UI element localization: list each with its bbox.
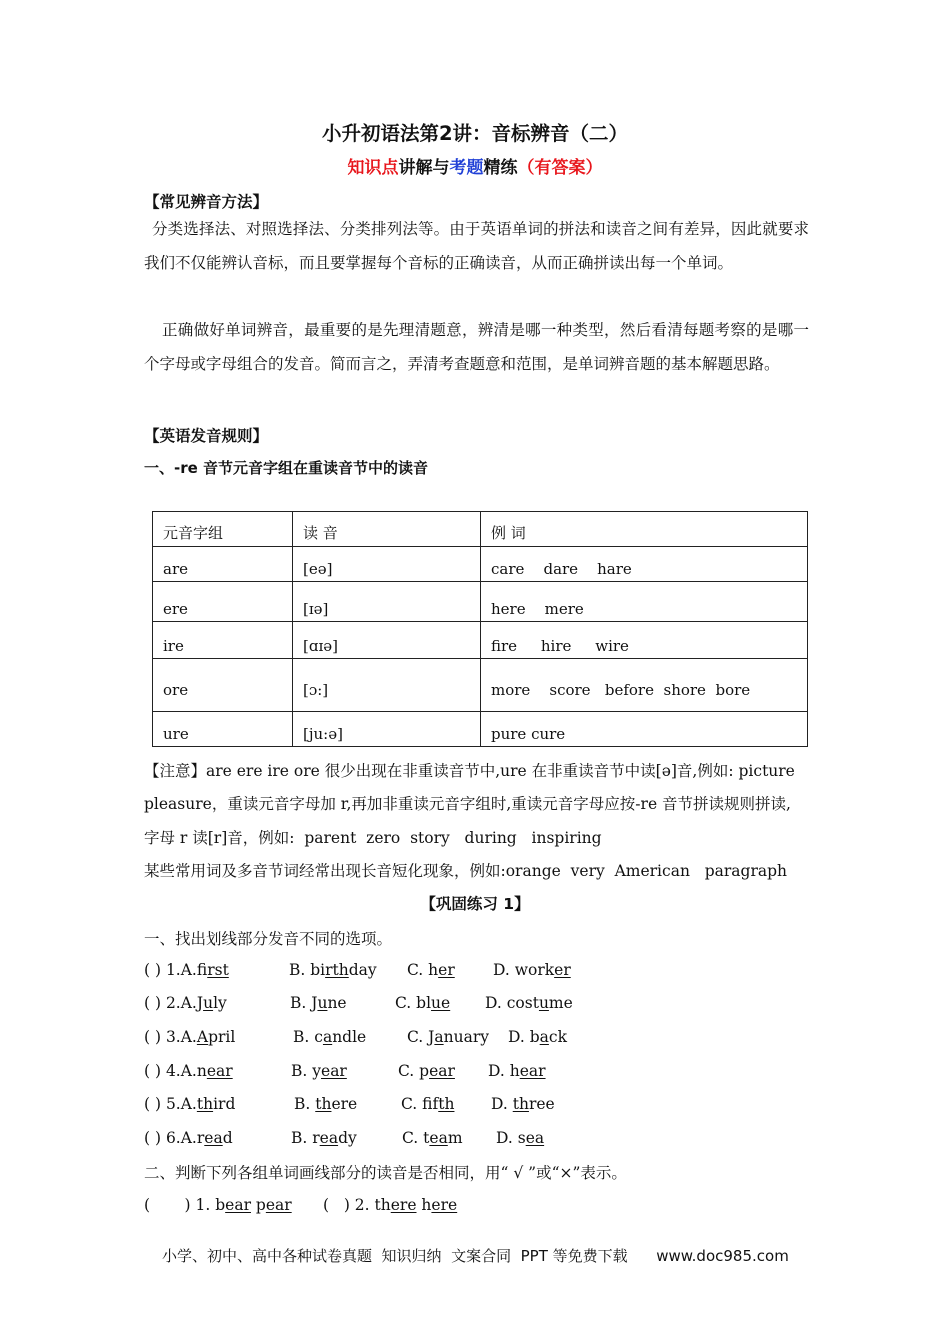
option-b: B. there (294, 1095, 358, 1113)
option-c: C. January (407, 1028, 489, 1046)
table-cell: are (153, 547, 293, 582)
table-cell: care dare hare (481, 547, 808, 582)
table-header: 例 词 (481, 512, 808, 547)
option-d: D. back (508, 1028, 567, 1046)
table-cell: more score before shore bore (481, 659, 808, 712)
table-cell: here mere (481, 582, 808, 622)
page-title: 小升初语法第2讲：音标辨音（二） (321, 122, 629, 145)
note-line: pleasure，重读元音字母加 r,再加非重读元音字组时,重读元音字母应按-re 音节拼读规则拼读, (144, 795, 791, 813)
section1-heading: 【常见辨音方法】 (144, 193, 269, 211)
table-cell: [ju:ə] (293, 712, 481, 747)
practice-heading: 【巩固练习 1】 (420, 895, 530, 913)
page-subtitle (0, 153, 950, 178)
option-a: ( ) 6.A.read (144, 1129, 233, 1147)
option-c: C. team (402, 1129, 463, 1147)
option-d: D. worker (493, 961, 571, 979)
table-header: 元音字组 (153, 512, 293, 547)
option-b: B. year (291, 1062, 347, 1080)
subtitle-part2: 讲解与 (398, 158, 450, 178)
note-line: 【注意】are ere ire ore 很少出现在非重读音节中,ure 在非重读音节中读[ə]音,例如: picture (144, 762, 795, 780)
option-b: B. June (290, 994, 347, 1012)
subtitle-part3: 考题 (449, 158, 484, 178)
judgement-2: ( ) 2. there here (323, 1196, 458, 1214)
judgement-1: ( ) 1. bear pear (144, 1196, 292, 1214)
note-line: 字母 r 读[r]音，例如: parent zero story during inspiring (144, 829, 602, 847)
subtitle-part4: 精练 (483, 158, 518, 178)
table-cell: ore (153, 659, 293, 712)
option-c: C. fifth (401, 1095, 455, 1113)
table-cell: [ɪə] (293, 582, 481, 622)
note-line: 某些常用词及多音节词经常出现长音短化现象，例如:orange very American paragraph (144, 862, 787, 880)
option-a: ( ) 5.A.third (144, 1095, 236, 1113)
option-d: D. sea (496, 1129, 545, 1147)
section1-paragraph2: 正确做好单词辨音，最重要的是先理清题意，辨清是哪一种类型，然后看清每题考察的是哪一个字母或字母组合的发音。简而言之，弄清考查题意和范围，是单词辨音题的基本解题思路。 (144, 321, 809, 373)
option-c: C. blue (395, 994, 451, 1012)
table-cell: [ɑɪə] (293, 622, 481, 659)
table-row (153, 659, 808, 712)
section1-paragraph1: 分类选择法、对照选择法、分类排列法等。由于英语单词的拼法和读音之间有差异，因此就要求我们不仅能辨认音标，而且要掌握每个音标的正确读音，从而正确拼读出每一个单词。 (144, 220, 809, 272)
table-cell: [eə] (293, 547, 481, 582)
table-cell: ure (153, 712, 293, 747)
table-header-row (153, 512, 808, 547)
footer-text: 小学、初中、高中各种试卷真题 知识归纳 文案合同 PPT 等免费下载 www.doc985.com (162, 1247, 789, 1265)
option-a: ( ) 3.A.April (144, 1028, 236, 1046)
option-b: B. candle (293, 1028, 367, 1046)
subtitle-part1: 知识点 (347, 158, 399, 178)
option-a: ( ) 1.A.first (144, 961, 229, 979)
subtitle-part5: （有答案） (517, 158, 603, 178)
option-b: B. birthday (289, 961, 377, 979)
option-a: ( ) 4.A.near (144, 1062, 233, 1080)
table-header: 读 音 (293, 512, 481, 547)
vowel-table (152, 511, 808, 747)
option-d: D. three (491, 1095, 555, 1113)
option-a: ( ) 2.A.July (144, 994, 227, 1012)
table-cell: ire (153, 622, 293, 659)
table-cell: pure cure (481, 712, 808, 747)
table-row (153, 622, 808, 659)
table-cell: ere (153, 582, 293, 622)
section2-subheading: 一、-re 音节元音字组在重读音节中的读音 (144, 459, 429, 477)
table-row (153, 547, 808, 582)
option-d: D. costume (485, 994, 573, 1012)
table-row (153, 582, 808, 622)
option-c: C. pear (398, 1062, 455, 1080)
practice-part2-instruction: 二、判断下列各组单词画线部分的读音是否相同，用“ √ ”或“×”表示。 (144, 1164, 627, 1182)
option-b: B. ready (291, 1129, 357, 1147)
table-cell: [ɔ:] (293, 659, 481, 712)
practice-part1-instruction: 一、找出划线部分发音不同的选项。 (144, 930, 393, 948)
table-cell: fire hire wire (481, 622, 808, 659)
table-row (153, 712, 808, 747)
option-d: D. hear (488, 1062, 546, 1080)
section2-heading: 【英语发音规则】 (144, 427, 269, 445)
option-c: C. her (407, 961, 455, 979)
